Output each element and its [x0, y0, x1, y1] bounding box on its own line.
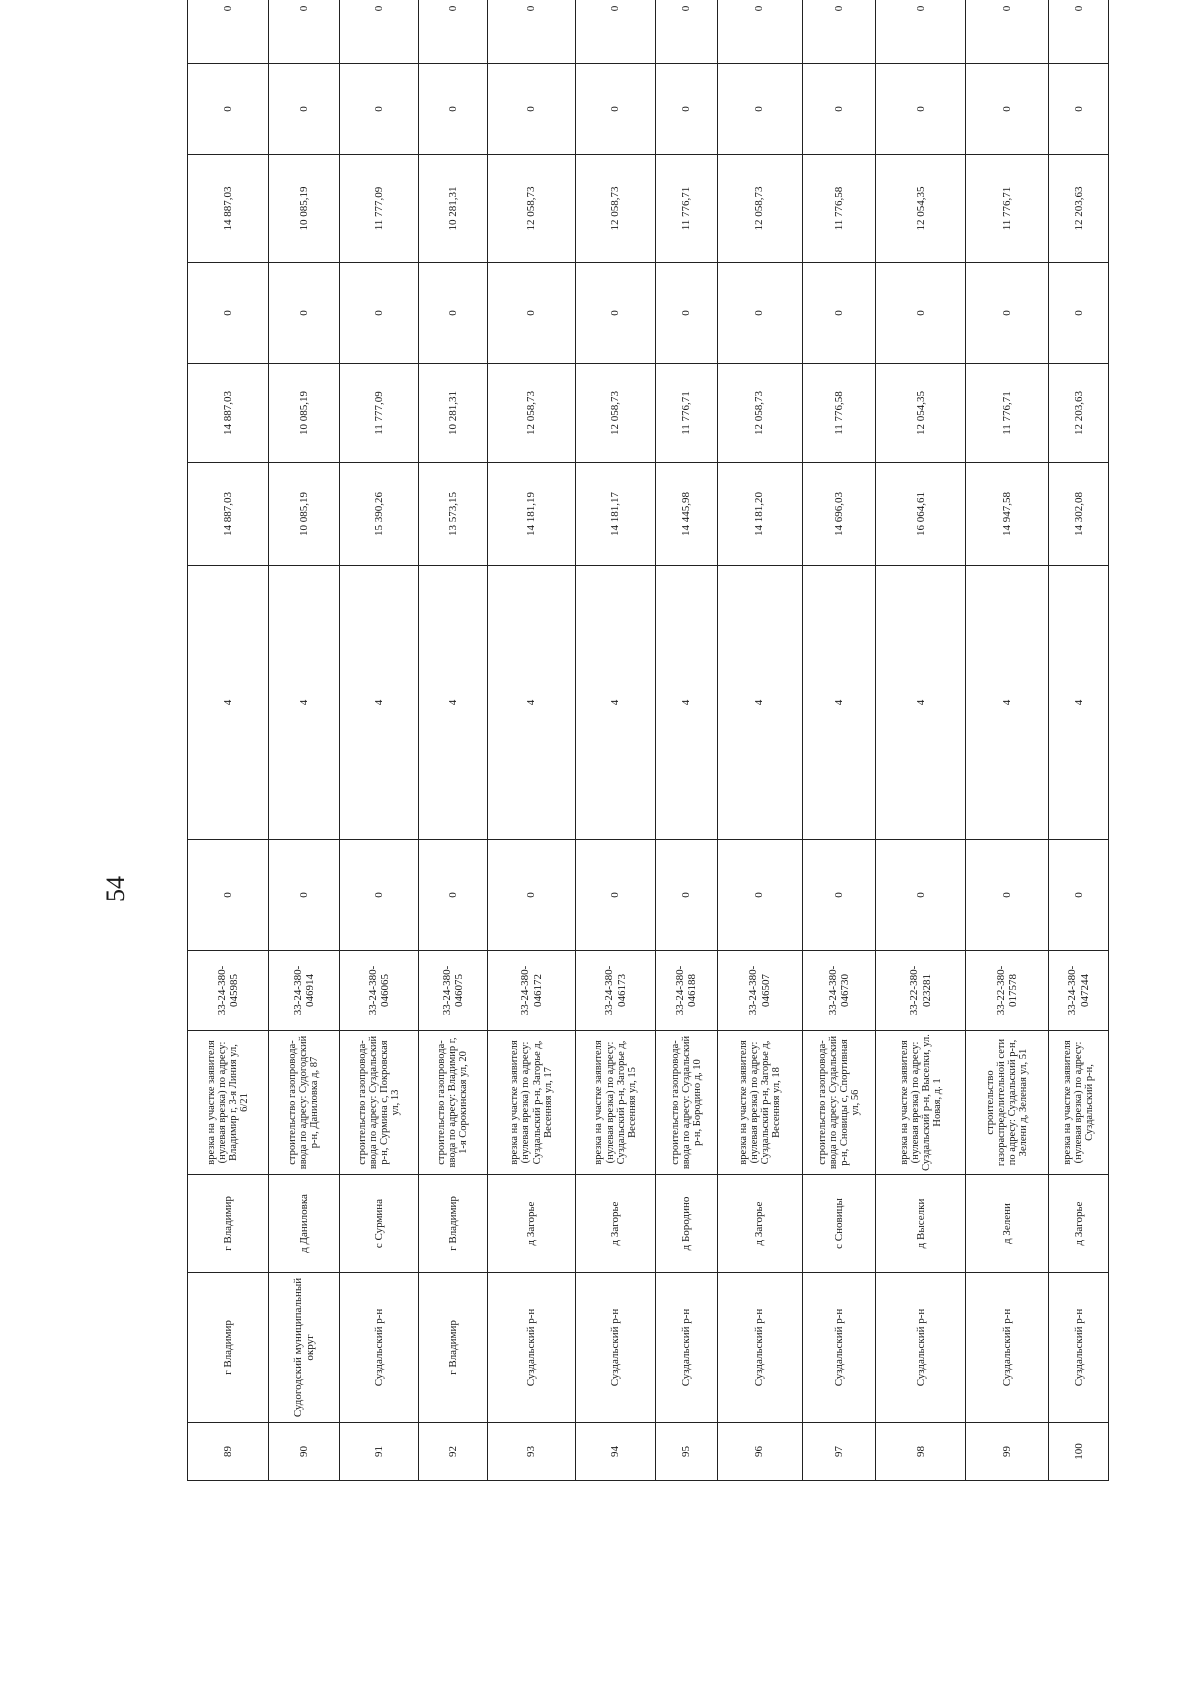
- description-cell: врезка на участке заявителя (нулевая врезка) по адресу: Суздальский р-н, Загорье д, Весенняя ул, 15: [576, 1031, 656, 1175]
- value-6-cell: 12 203,63: [1049, 155, 1109, 263]
- value-4-cell: 12 203,63: [1049, 364, 1109, 463]
- value-4-cell: 12 058,73: [717, 364, 802, 463]
- value-2-cell: 4: [655, 566, 717, 840]
- value-4-cell: 10 085,19: [268, 364, 339, 463]
- value-3-cell: 13 573,15: [418, 463, 487, 566]
- value-8-cell: 0: [576, 0, 656, 64]
- cadastral-number-cell: 33-24-380-046188: [655, 951, 717, 1031]
- row-number-cell: 93: [487, 1423, 575, 1481]
- table-row: [268, 0, 339, 1481]
- value-4-cell: 14 887,03: [188, 364, 269, 463]
- cadastral-number-cell: 33-24-380-046172: [487, 951, 575, 1031]
- table-row: [655, 0, 717, 1481]
- value-1-cell: 0: [340, 840, 419, 951]
- value-7-cell: 0: [717, 64, 802, 155]
- value-5-cell: 0: [268, 263, 339, 364]
- table-row: [576, 0, 656, 1481]
- value-4-cell: 12 058,73: [487, 364, 575, 463]
- value-1-cell: 0: [655, 840, 717, 951]
- value-5-cell: 0: [802, 263, 875, 364]
- value-2-cell: 4: [717, 566, 802, 840]
- value-3-cell: 16 064,61: [876, 463, 966, 566]
- value-6-cell: 12 058,73: [717, 155, 802, 263]
- locality-cell: с Сновицы: [802, 1175, 875, 1273]
- value-1-cell: 0: [1049, 840, 1109, 951]
- district-cell: Судогодский муниципальный округ: [268, 1273, 339, 1423]
- value-1-cell: 0: [268, 840, 339, 951]
- value-4-cell: 12 058,73: [576, 364, 656, 463]
- cadastral-number-cell: 33-24-380-046914: [268, 951, 339, 1031]
- description-cell: строительство газораспределительной сети по адресу: Суздальский р-н, Зелени д, Зеленая ул, 51: [966, 1031, 1049, 1175]
- value-2-cell: 4: [188, 566, 269, 840]
- description-cell: врезка на участке заявителя (нулевая врезка) по адресу: Суздальский р-н, Выселки, ул. Новая, д. 1: [876, 1031, 966, 1175]
- description-cell: врезка на участке заявителя (нулевая врезка) по адресу: Суздальский р-н,: [1049, 1031, 1109, 1175]
- district-cell: Суздальский р-н: [717, 1273, 802, 1423]
- table-row: [802, 0, 875, 1481]
- value-5-cell: 0: [717, 263, 802, 364]
- locality-cell: д Выселки: [876, 1175, 966, 1273]
- district-cell: Суздальский р-н: [966, 1273, 1049, 1423]
- row-number-cell: 99: [966, 1423, 1049, 1481]
- value-7-cell: 0: [876, 64, 966, 155]
- locality-cell: д Зелени: [966, 1175, 1049, 1273]
- locality-cell: г Владимир: [418, 1175, 487, 1273]
- locality-cell: д Загорье: [487, 1175, 575, 1273]
- value-1-cell: 0: [418, 840, 487, 951]
- value-8-cell: 0: [655, 0, 717, 64]
- cadastral-number-cell: 33-22-380-017578: [966, 951, 1049, 1031]
- value-4-cell: 10 281,31: [418, 364, 487, 463]
- value-8-cell: 0: [268, 0, 339, 64]
- locality-cell: г Владимир: [188, 1175, 269, 1273]
- value-6-cell: 11 776,71: [655, 155, 717, 263]
- value-5-cell: 0: [418, 263, 487, 364]
- value-8-cell: 0: [340, 0, 419, 64]
- value-2-cell: 4: [576, 566, 656, 840]
- value-3-cell: 10 085,19: [268, 463, 339, 566]
- value-4-cell: 11 776,71: [655, 364, 717, 463]
- value-8-cell: 0: [1049, 0, 1109, 64]
- value-6-cell: 10 085,19: [268, 155, 339, 263]
- value-7-cell: 0: [655, 64, 717, 155]
- value-7-cell: 0: [966, 64, 1049, 155]
- value-8-cell: 0: [487, 0, 575, 64]
- value-7-cell: 0: [340, 64, 419, 155]
- value-5-cell: 0: [1049, 263, 1109, 364]
- value-5-cell: 0: [487, 263, 575, 364]
- value-2-cell: 4: [487, 566, 575, 840]
- value-7-cell: 0: [1049, 64, 1109, 155]
- district-cell: Суздальский р-н: [655, 1273, 717, 1423]
- value-1-cell: 0: [188, 840, 269, 951]
- value-6-cell: 10 281,31: [418, 155, 487, 263]
- data-table: [187, 0, 1109, 1481]
- description-cell: врезка на участке заявителя (нулевая врезка) по адресу: Владимир г, 3-я Линия ул, 6/21: [188, 1031, 269, 1175]
- description-cell: строительство газопровода-ввода по адресу: Суздальский р-н, Сновицы с, Спортивная ул, 56: [802, 1031, 875, 1175]
- cadastral-number-cell: 33-24-380-046173: [576, 951, 656, 1031]
- cadastral-number-cell: 33-24-380-045985: [188, 951, 269, 1031]
- row-number-cell: 100: [1049, 1423, 1109, 1481]
- row-number-cell: 96: [717, 1423, 802, 1481]
- district-cell: г Владимир: [188, 1273, 269, 1423]
- locality-cell: д Загорье: [576, 1175, 656, 1273]
- cadastral-number-cell: 33-24-380-046075: [418, 951, 487, 1031]
- value-5-cell: 0: [340, 263, 419, 364]
- cadastral-number-cell: 33-24-380-047244: [1049, 951, 1109, 1031]
- value-7-cell: 0: [268, 64, 339, 155]
- district-cell: Суздальский р-н: [802, 1273, 875, 1423]
- value-7-cell: 0: [802, 64, 875, 155]
- value-5-cell: 0: [966, 263, 1049, 364]
- table-row: [876, 0, 966, 1481]
- value-8-cell: 0: [188, 0, 269, 64]
- value-6-cell: 11 776,58: [802, 155, 875, 263]
- value-5-cell: 0: [876, 263, 966, 364]
- value-2-cell: 4: [418, 566, 487, 840]
- value-1-cell: 0: [802, 840, 875, 951]
- value-2-cell: 4: [802, 566, 875, 840]
- value-5-cell: 0: [576, 263, 656, 364]
- description-cell: врезка на участке заявителя (нулевая врезка) по адресу: Суздальский р-н, Загорье д, Весенняя ул, 17: [487, 1031, 575, 1175]
- locality-cell: д Загорье: [717, 1175, 802, 1273]
- value-4-cell: 11 776,58: [802, 364, 875, 463]
- locality-cell: д Бородино: [655, 1175, 717, 1273]
- district-cell: Суздальский р-н: [487, 1273, 575, 1423]
- row-number-cell: 97: [802, 1423, 875, 1481]
- value-3-cell: 14 445,98: [655, 463, 717, 566]
- description-cell: строительство газопровода-ввода по адресу: Суздальский р-н, Сурмина с, Покровская ул, 13: [340, 1031, 419, 1175]
- locality-cell: д Даниловка: [268, 1175, 339, 1273]
- cadastral-number-cell: 33-24-380-046065: [340, 951, 419, 1031]
- value-6-cell: 12 058,73: [487, 155, 575, 263]
- value-3-cell: 14 181,19: [487, 463, 575, 566]
- description-cell: строительство газопровода-ввода по адресу: Судогодский р-н, Даниловка д, 87: [268, 1031, 339, 1175]
- district-cell: Суздальский р-н: [1049, 1273, 1109, 1423]
- description-cell: строительство газопровода-ввода по адресу: Владимир г, 1-я Сорокинская ул, 20: [418, 1031, 487, 1175]
- value-4-cell: 11 776,71: [966, 364, 1049, 463]
- cadastral-number-cell: 33-24-380-046730: [802, 951, 875, 1031]
- table-row: [340, 0, 419, 1481]
- value-1-cell: 0: [717, 840, 802, 951]
- value-8-cell: 0: [717, 0, 802, 64]
- district-cell: Суздальский р-н: [340, 1273, 419, 1423]
- value-8-cell: 0: [966, 0, 1049, 64]
- cadastral-number-cell: 33-24-380-046507: [717, 951, 802, 1031]
- value-1-cell: 0: [576, 840, 656, 951]
- table-row: [418, 0, 487, 1481]
- value-7-cell: 0: [188, 64, 269, 155]
- table-row: [487, 0, 575, 1481]
- value-7-cell: 0: [487, 64, 575, 155]
- row-number-cell: 95: [655, 1423, 717, 1481]
- description-cell: врезка на участке заявителя (нулевая врезка) по адресу: Суздальский р-н, Загорье д, Весенняя ул, 18: [717, 1031, 802, 1175]
- value-8-cell: 0: [876, 0, 966, 64]
- value-2-cell: 4: [1049, 566, 1109, 840]
- value-1-cell: 0: [966, 840, 1049, 951]
- table-row: [966, 0, 1049, 1481]
- value-2-cell: 4: [268, 566, 339, 840]
- value-5-cell: 0: [188, 263, 269, 364]
- value-5-cell: 0: [655, 263, 717, 364]
- locality-cell: д Загорье: [1049, 1175, 1109, 1273]
- district-cell: Суздальский р-н: [876, 1273, 966, 1423]
- table-row: [717, 0, 802, 1481]
- row-number-cell: 91: [340, 1423, 419, 1481]
- value-1-cell: 0: [876, 840, 966, 951]
- value-6-cell: 11 776,71: [966, 155, 1049, 263]
- value-7-cell: 0: [576, 64, 656, 155]
- value-2-cell: 4: [876, 566, 966, 840]
- row-number-cell: 90: [268, 1423, 339, 1481]
- page-number: 54: [101, 876, 130, 902]
- district-cell: г Владимир: [418, 1273, 487, 1423]
- cadastral-number-cell: 33-22-380-023281: [876, 951, 966, 1031]
- locality-cell: с Сурмина: [340, 1175, 419, 1273]
- value-3-cell: 14 696,03: [802, 463, 875, 566]
- row-number-cell: 94: [576, 1423, 656, 1481]
- value-3-cell: 14 181,20: [717, 463, 802, 566]
- value-1-cell: 0: [487, 840, 575, 951]
- row-number-cell: 89: [188, 1423, 269, 1481]
- value-6-cell: 12 058,73: [576, 155, 656, 263]
- value-3-cell: 15 390,26: [340, 463, 419, 566]
- row-number-cell: 98: [876, 1423, 966, 1481]
- description-cell: строительство газопровода-ввода по адресу: Суздальский р-н, Бородино д, 10: [655, 1031, 717, 1175]
- value-7-cell: 0: [418, 64, 487, 155]
- district-cell: Суздальский р-н: [576, 1273, 656, 1423]
- value-3-cell: 14 302,08: [1049, 463, 1109, 566]
- value-6-cell: 11 777,09: [340, 155, 419, 263]
- value-4-cell: 12 054,35: [876, 364, 966, 463]
- value-6-cell: 14 887,03: [188, 155, 269, 263]
- value-8-cell: 0: [802, 0, 875, 64]
- value-8-cell: 0: [418, 0, 487, 64]
- value-6-cell: 12 054,35: [876, 155, 966, 263]
- table-row: [1049, 0, 1109, 1481]
- row-number-cell: 92: [418, 1423, 487, 1481]
- value-4-cell: 11 777,09: [340, 364, 419, 463]
- table-row: [188, 0, 269, 1481]
- value-2-cell: 4: [966, 566, 1049, 840]
- value-3-cell: 14 947,58: [966, 463, 1049, 566]
- value-2-cell: 4: [340, 566, 419, 840]
- value-3-cell: 14 181,17: [576, 463, 656, 566]
- value-3-cell: 14 887,03: [188, 463, 269, 566]
